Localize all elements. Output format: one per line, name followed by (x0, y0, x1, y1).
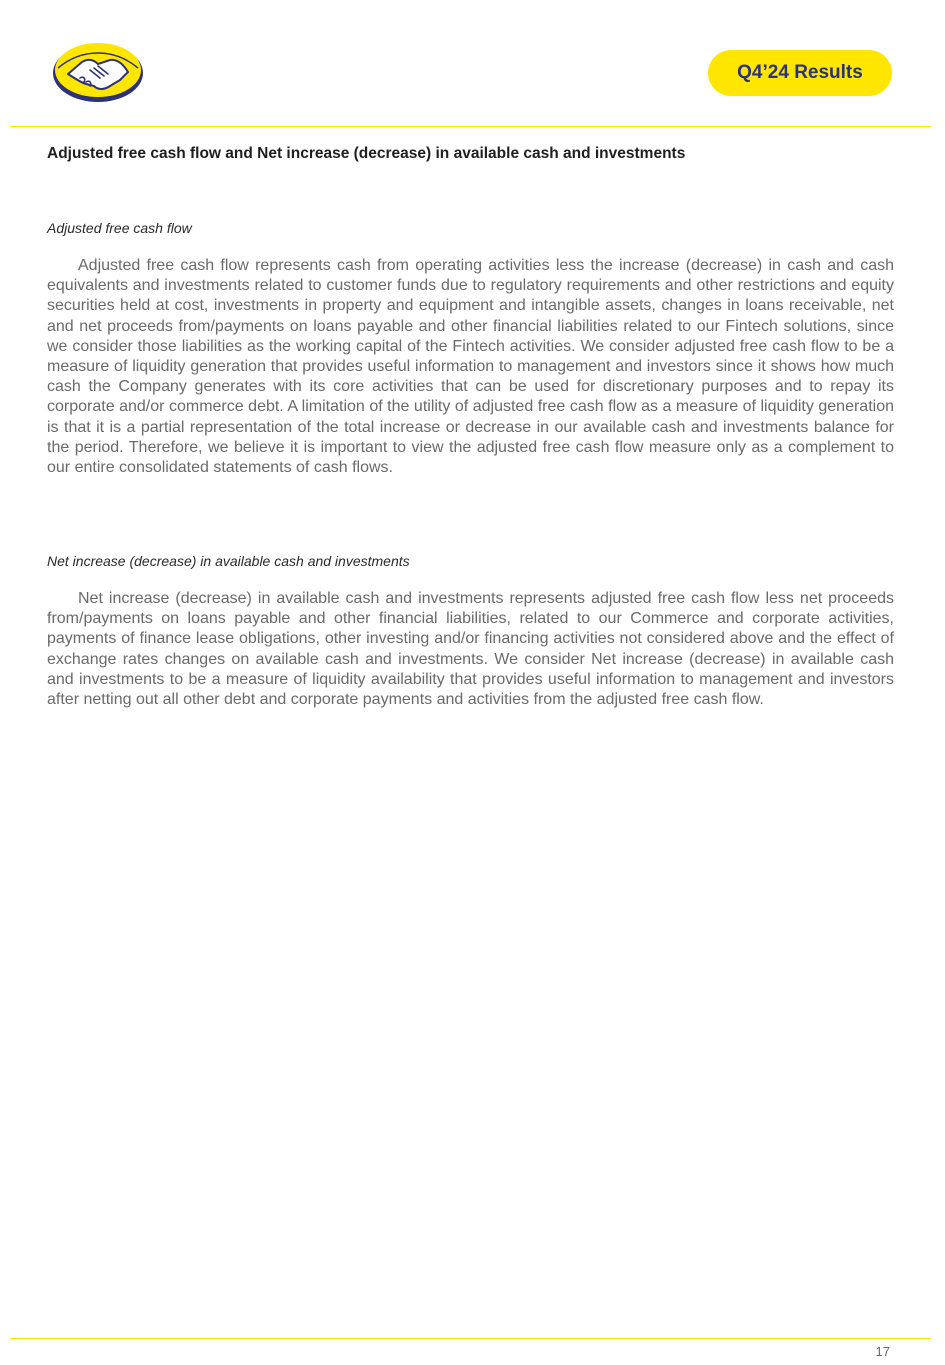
page-number: 17 (875, 1344, 890, 1359)
section-title: Adjusted free cash flow and Net increase (decrease) in available cash and investments (47, 145, 686, 162)
subsection-heading-net-increase: Net increase (decrease) in available cash and investments (47, 553, 410, 569)
handshake-logo-icon (50, 38, 146, 104)
header-divider (10, 126, 931, 127)
report-period-badge: Q4’24 Results (708, 50, 892, 96)
subsection-heading-adjusted-fcf: Adjusted free cash flow (47, 220, 192, 236)
footer-divider (10, 1338, 931, 1339)
paragraph-adjusted-fcf: Adjusted free cash flow represents cash from operating activities less the increase (decrease) in cash and cash equivalents and investments related to customer funds due to regulatory requirements and other restrictions and equity securities held at cost, investments in property and equipment and intangible assets, changes in loans receivable, net and net proceeds from/payments on loans payable and other financial liabilities related to our Fintech solutions, since we consider those liabilities as the working capital of the Fintech activities. We consider adjusted free cash flow to be a measure of liquidity generation that provides useful information to management and investors since it shows how much cash the Company generates with its core activities that can be used for discretionary purposes and to repay its corporate and/or commerce debt. A limitation of the utility of adjusted free cash flow as a measure of liquidity generation is that it is a partial representation of the total increase or decrease in our available cash and investments balance for the period. Therefore, we believe it is important to view the adjusted free cash flow measure only as a complement to our entire consolidated statements of cash flows. (47, 257, 894, 477)
paragraph-net-increase: Net increase (decrease) in available cash and investments represents adjusted free cash flow less net proceeds from/payments on loans payable and other financial liabilities, related to our Commerce and corporate activities, payments of finance lease obligations, other investing and/or financing activities not considered above and the effect of exchange rates changes on available cash and investments. We consider Net increase (decrease) in available cash and investments to be a measure of liquidity availability that provides useful information to management and investors after netting out all other debt and corporate payments and activities from the adjusted free cash flow. (47, 590, 894, 709)
